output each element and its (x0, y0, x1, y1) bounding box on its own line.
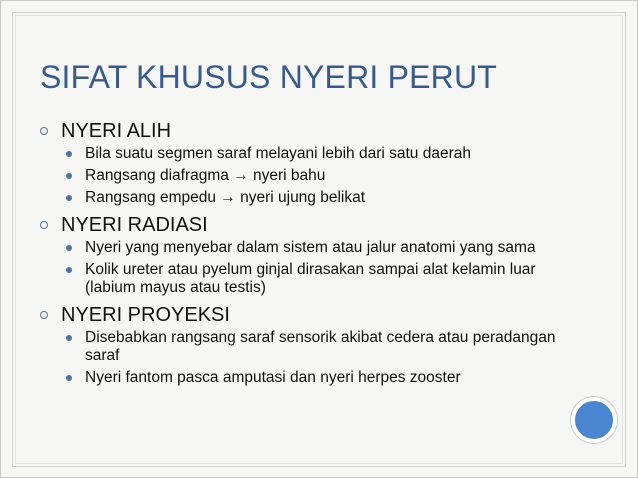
section-items-nyeri-radiasi (39, 239, 579, 297)
slide-title: SIFAT KHUSUS NYERI PERUT (40, 59, 498, 95)
list-item (39, 369, 579, 387)
list-item (39, 239, 579, 257)
filled-dot-bullet-icon (66, 195, 72, 201)
filled-dot-bullet-icon (66, 335, 72, 341)
list-item (39, 145, 579, 163)
list-item (39, 189, 579, 207)
list-item (39, 329, 579, 365)
list-item-text: Kolik ureter atau pyelum ginjal dirasakan sampai alat kelamin luar (labium mayus atau testis) (85, 261, 536, 296)
section-heading-label: NYERI RADIASI (61, 214, 208, 236)
section-heading-nyeri-alih (39, 119, 579, 143)
section-heading-label: NYERI ALIH (61, 120, 172, 142)
slide-content (39, 115, 579, 393)
section-heading-nyeri-proyeksi (39, 303, 579, 327)
hollow-circle-bullet-icon (40, 221, 48, 229)
list-item-text: Bila suatu segmen saraf melayani lebih dari satu daerah (85, 145, 472, 162)
filled-dot-bullet-icon (66, 267, 72, 273)
blue-circle-icon (571, 397, 617, 443)
section-items-nyeri-alih (39, 145, 579, 207)
list-item-text: Nyeri yang menyebar dalam sistem atau jalur anatomi yang sama (85, 239, 536, 256)
section-items-nyeri-proyeksi (39, 329, 579, 387)
list-item-text: Rangsang diafragma → nyeri bahu (85, 167, 326, 184)
list-item-text: Rangsang empedu → nyeri ujung belikat (85, 189, 366, 206)
list-item-text: Nyeri fantom pasca amputasi dan nyeri herpes zooster (85, 369, 461, 386)
filled-dot-bullet-icon (66, 245, 72, 251)
list-item (39, 167, 579, 185)
hollow-circle-bullet-icon (40, 311, 48, 319)
list-item (39, 261, 579, 297)
filled-dot-bullet-icon (66, 375, 72, 381)
hollow-circle-bullet-icon (40, 127, 48, 135)
section-heading-nyeri-radiasi (39, 213, 579, 237)
filled-dot-bullet-icon (66, 173, 72, 179)
section-heading-label: NYERI PROYEKSI (61, 304, 230, 326)
list-item-text: Disebabkan rangsang saraf sensorik akibat cedera atau peradangan saraf (85, 329, 556, 364)
filled-dot-bullet-icon (66, 151, 72, 157)
